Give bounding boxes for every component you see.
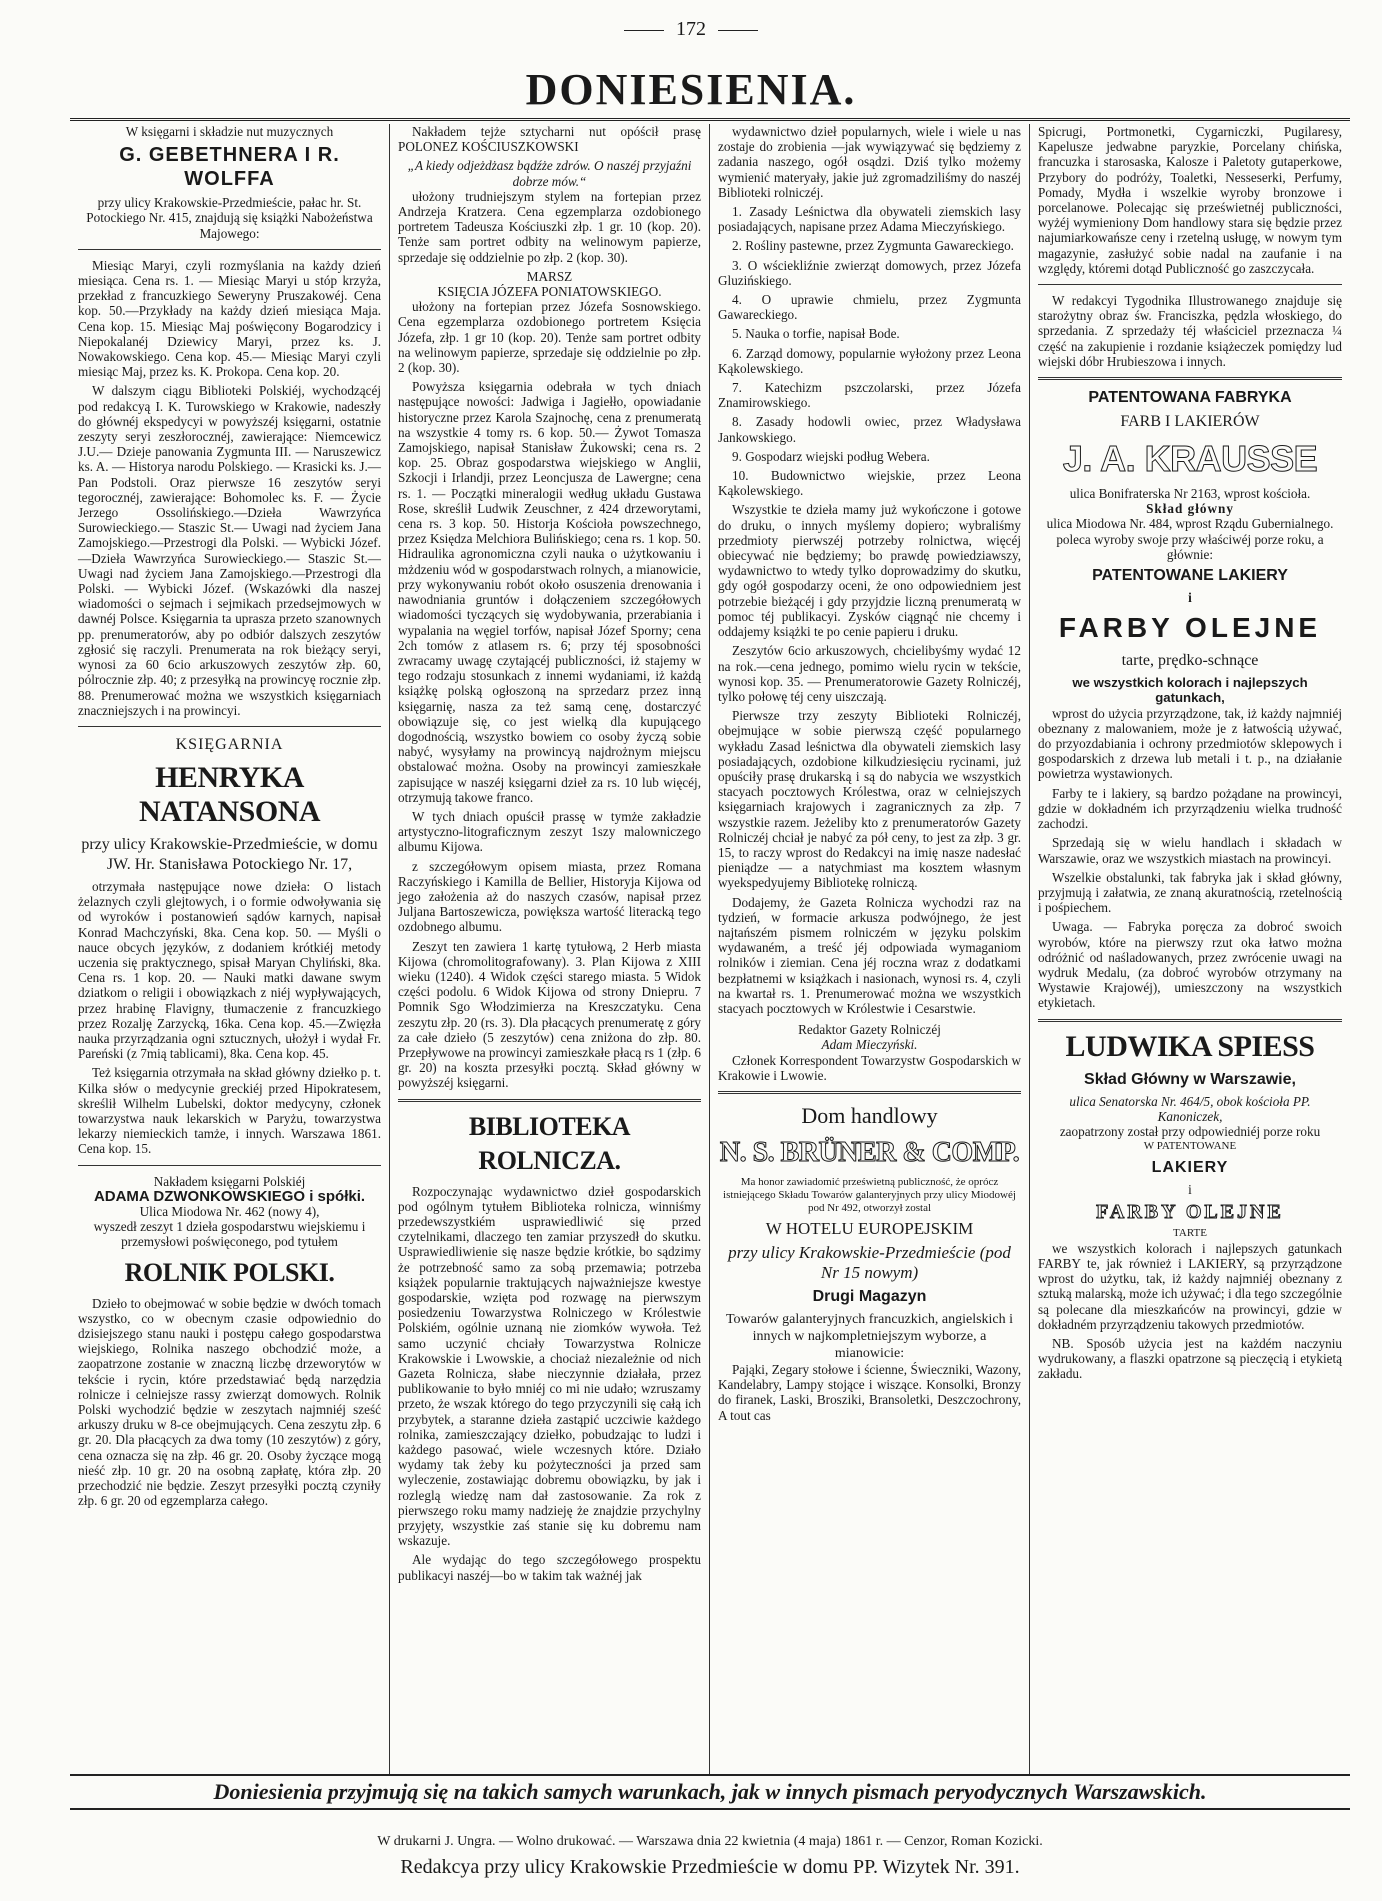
rolnik-text: Dzieło to obejmować w sobie będzie w dwóch tomach wszystko, co w obecnym czasie odpowiednio do dzisiejszego stanu nauki i postępu całego gospodarstwa wiejskiego, Rolnika naszego obchodzić może, a zaopatrzone zostanie w znaczną liczbę drzeworytów w tekście i rycin, które przedstawiać będą narzędzia rolnicze i celniejsze rassy zwierząt domowych. Rolnik Polski wychodzić będzie w zeszytach najmniéj sześć arkuszy druku w 8-ce obejmujących. Cena zeszytu złp. 6 gr. 20. Dla płacących za dwa tomy (10 zeszytów) z góry, cena oznacza się na złp. 46 gr. 20. Osoby życzące mogą nieść złp. 10 gr. 20 na osobną zapłatę, która złp. 20 przechodzić nie będzie. Zeszyt przesyłki pocztą czyniły złp. 6 gr. 20 od egzemplarza całego. [78,1295,381,1509]
tarte-label: tarte, prędko-schnące [1121,652,1259,670]
list-item: 4. O uprawie chmielu, przez Zygmunta Gawareckiego. [718,292,1021,323]
spiess-text-1: we wszystkich kolorach i najlepszych gatunkach FARBY te, jak również i LAKIERY, są przyrządzone wprost do użytku, tak, iż każdy najmniéj obeznany z sztuką malarską, może ich używać; i dla tego szczególnie są polecane dla mieszkańców na prowincyi, gdzie w dokładném przyrządzeniu takowych przedmiotów. [1038,1240,1342,1332]
divider [718,1091,1021,1094]
krausse-address-2: ulica Miodowa Nr. 484, wprost Rządu Gubernialnego. [1046,516,1334,532]
column-2 [390,124,710,1774]
biblioteka-continued: wydawnictwo dzieł popularnych, wiele i wiele u nas zostaje do zrobienia —jak wywiązywać się będziemy z zadania naszego, ogół osądzi. Dziś tylko możemy wymienić materyały, jakie już zgromadziliśmy do naszéj Biblioteki rolniczéj. [718,124,1021,200]
bruner-goods: Towarów galanteryjnych francuzkich, angielskich i innych w najkompletniejszym wyborze, a mianowicie: [725,1311,1014,1361]
column-1 [70,124,390,1774]
marsz-title: KSIĘCIA JÓZEFA PONIATOWSKIEGO. [437,284,662,300]
fabryka-subtitle: FARB I LAKIERÓW [1120,413,1260,431]
biblioteka-title: BIBLIOTEKA ROLNICZA. [468,1111,631,1175]
gebethner-firm: G. GEBETHNERA I R. WOLFFA [119,144,340,191]
list-item: 2. Rośliny pastewne, przez Zygmunta Gawareckiego. [732,238,1014,254]
biblioteka-text-5: Pierwsze trzy zeszyty Biblioteki Rolniczéj, obejmujące w sobie pierwszą część popularnego wykładu Zasad leśnictwa dla obywateli ziemskich lasy posiadających, ozdobione kilkudziesięciu rycinami, już opuściły prasę drukarską i są do nabycia we wszystkich stacyach pocztowych Królestwa, oraz w celniejszych księgarniach krajowych i zagranicznych za złp. 7 wszystkie razem. Jeżeliby kto z prenumeratorów Gazety Rolniczéj chciał je nabyć za pół ceny, to jest za złp. 3 gr. 15, to raczy wprost do Redakcyi na imię nasze nadesłać pieniądze — a natychmiast ma kosztem własnym wyekspedyujemy Bibliotekę rolniczą. [718,708,1021,891]
natanson-text-2: Też księgarnia otrzymała na skład główny dziełko p. t. Kilka słów o medycynie greckiéj przed Hipokratesem, skreślił Wilhelm Lubelski, doktor medycyny, członek towarzystwa nauk lekarskich w Paryżu, towarzystwa lekarzy niemieckich tamże, i innych. Warszawa 1861. Cena kop. 15. [78,1065,381,1157]
list-item: 1. Zasady Leśnictwa dla obywateli ziemskich lasy posiadających, napisane przez Adama Mieczyńskiego. [718,204,1021,235]
krausse-text-3: Sprzedają się w wielu handlach i składach w Warszawie, oraz we wszystkich miastach na prowincyi. [1038,835,1342,866]
spiess-firm: LUDWIKA SPIESS [1065,1029,1315,1063]
rolnik-title: ROLNIK POLSKI. [124,1257,335,1287]
list-item: 9. Gospodarz wiejski podług Webera. [732,448,930,464]
hotel-label: W HOTELU EUROPEJSKIM [765,1218,974,1238]
signature-title: Członek Korrespondent Towarzystw Gospodarskich w Krakowie i Lwowie. [718,1052,1021,1083]
krausse-firm: J. A. KRAUSSE [1062,438,1318,480]
column-4 [1030,124,1350,1774]
natanson-text-1: otrzymała następujące nowe dzieła: O listach żelaznych czyli glejtowych, i o formie odwoływania się od wyroków i postanowień sądów karnych, napisał Konrad Machczyński, 8ka. Cena kop. 50. — Myśli o nauce obcych języków, z dodaniem krótkiéj metody uczenia się praktycznego, spisał Maryan Chyliński, 8ka. Cena rs. 1 kop. 20. — Nauki matki dawane swym dziatkom o religii i obowiązkach z niéj wypływających, przez hrabinę Flavigny, tłumaczenie z francuzkiego przez Rozalję Zarzycką, 16ka. Cena kop. 45.—Zwięzła nauka przyrządzania ogni sztucznych, ułożył i wydał Fr. Pareński (z 7mią tablicami), 8ka. Cena kop. 45. [78,878,381,1062]
gebethner-address: przy ulicy Krakowskie-Przedmieście, pałac hr. St. Potockiego Nr. 415, znajdują się książki Nabożeństwa Majowego: [86,195,373,241]
biblioteka-text: Rozpoczynając wydawnictwo dzieł gospodarskich pod ogólnym tytułem Biblioteka rolnicza, winniśmy przedewszystkiém usprawiedliwić się przed czytelnikami, dlaczego ten zamiar przyszedł do skutku. Usprawiedliwienie się nasze będzie krótkie, bo sądzimy że potrzebność samo za sobą przemawia; potrzeba książek popularnie traktujących najważniejsze kwestye gospodarskie, wzięta pod rozwagę na pierwszym posiedzeniu Towarzystwa Rolniczego w Królestwie Polskiém, ogólnie uznaną nie ziomków wywoła. Też samo uczynić chciały Towarzystwa Rolnicze Krakowskie i Lwowskie, a chociaż niezależnie od nich Gazeta Rolnicza, słabe nieczynnie działała, przez publikowanie to było mniéj co mi nie udało; wzruszamy przeto, że wszak którego do tego przyczynili się całą ich przybytek, a staranne dzieła zastąpić uczciwie każdego rolnika, zamieszczający dziełko, pobudzając to ludzi i każdego pasować, wiele wczesnych które. Działo wydamy tak żeby ku pożyteczności ja przed sam wyleczenie, zostawiając dobremu obowiązku, by jak i rozleglą wiedzę nam dał zastosowanie. Za rok z pierwszego roku mamy nadzieję że znajdzie przychylny przyjęty, wszystkie zaś stanie się ku dobremu nam wskazuje. [398,1183,701,1549]
dzwonkowski-address: Ulica Miodowa Nr. 462 (nowy 4), [139,1203,320,1219]
list-item: 5. Nauka o torfie, napisał Bode. [732,326,900,342]
gebethner-intro: W księgarni i składzie nut muzycznych [125,124,334,139]
printer-imprint: W drukarni J. Ungra. — Wolno drukować. — Warszawa dnia 22 kwietnia (4 maja) 1861 r. — Cenzor, Roman Kozicki. [377,1834,1043,1849]
drugi-magazyn: Drugi Magazyn [812,1287,927,1305]
bruner-street: przy ulicy Krakowskie-Przedmieście (pod Nr 15 nowym) [728,1242,1011,1282]
krausse-poleca: poleca wyroby swoje przy właściwéj porze roku, a głównie: [1056,531,1324,562]
list-item: 7. Katechizm pszczolarski, przez Józefa Znamirowskiego. [718,380,1021,411]
bruner-items: Pająki, Zegary stołowe i ścienne, Świeczniki, Wazony, Kandelabry, Lampy stojące i wiszące. Konsolki, Bronzy do firanek, Laski, Brosziki, Bransoletki, Deszczochrony, A tout cas [718,1361,1021,1423]
conjunction: i [1188,590,1192,606]
spiess-address: ulica Senatorska Nr. 464/5, obok kościoła PP. Kanoniczek, [1069,1093,1311,1124]
krausse-text-2: Farby te i lakiery, są bardzo pożądane na prowincyi, gdzie w dokładném ich przyrządzeniu wielka trudność zachodzi. [1038,785,1342,832]
natanson-name: HENRYKA NATANSONA [138,760,321,828]
biblioteka-text-6: Dodajemy, że Gazeta Rolnicza wychodzi raz na tydzień, w formacie arkusza podwójnego, że jest najtańszém pismem rolniczém w języku polskim wydawaném, a treść jéj odpowiada wymaganiom rolników i ziemian. Cena jéj roczna wraz z dodatkami bezpłatnemi w książkach i nasionach, wynosi rs. 4, czyli na kwartał rs. 1. Prenumerować można we wszystkich stacyach pocztowych w Królestwie i Cesarstwie. [718,894,1021,1016]
divider [398,1099,701,1102]
lakiery-label: LAKIERY [1151,1159,1229,1177]
album-intro: W tych dniach opuścił prassę w tymże zakładzie artystyczno-litograficznym zeszyt 1szy malowniczego albumu Kijowa. [398,808,701,855]
bruner-notice: Ma honor zawiadomić prześwietną publiczność, że oprócz istniejącego Składu Towarów galanteryjnych przy ulicy Miodowéj pod Nr 492, otworzył zostal [723,1175,1016,1214]
divider [78,249,381,250]
biblioteka-list [718,204,1021,498]
columns [70,124,1350,1774]
list-item: 10. Budownictwo wiejskie, przez Leona Kąkolewskiego. [718,468,1021,499]
divider [1038,377,1342,380]
album-text: z szczegółowym opisem miasta, przez Romana Raczyńskiego i Kamilla de Bellier, Historyja Kijowa od jego założenia aż do naszych czasów, napisał przez Juljana Bartoszewicza, powiększa wartość literacką tego ozdobnego albumu. [398,858,701,935]
marsz-text: ułożony na fortepian przez Józefa Sosnowskiego. Cena egzemplarza ozdobionego portretem Księcia Józefa, złp. 1 gr 10 (kop. 20). Tenże sam portret odbity na welinowym papierze, sprzedaje się oddzielnie po złp. 2 (kop. 30). [398,299,701,376]
natanson-label: KSIĘGARNIA [175,735,284,753]
biblioteka-text-4: Zeszytów 6cio arkuszowych, chcielibyśmy wydać 12 na rok.—cena jednego, pomimo wielu rycin w tekście, wynosi kop. 35. — Prenumeratorowie Gazety Rolniczéj, tylko połowę téj ceny uiszczają. [718,643,1021,704]
patentowane-label: W PATENTOWANE [1143,1140,1237,1153]
farby-olejne-2: FARBY OLEJNE [1096,1200,1284,1223]
dom-handlowy: Dom handlowy [801,1102,938,1128]
gebethner-text-1: Miesiąc Maryi, czyli rozmyślania na każdy dzień miesiąca. Cena rs. 1. — Miesiąc Maryi u stóp krzyża, przekład z francuzkiego Seweryny Pruszakowéj. Cena kop. 50.—Przykłady na każdy dzień miesiąca Maja. Cena kop. 15. Miesiąc Maj poświęcony Bogarodzicy i Niepokalanéj Dziewicy Maryi, przez ks. J. Nowakowskiego. Cena kop. 45.— Miesiąc Maryi czyli miesiąc Maj, przez ks. K. Prokopa. Cena kop. 20. [78,257,381,380]
page-number: 172 [0,18,1382,41]
list-item: 8. Zasady hodowli owiec, przez Władysława Jankowskiego. [718,414,1021,445]
dzwonkowski-name: ADAMA DZWONKOWSKIEGO i spółki. [93,1187,366,1205]
bruner-items-continued: Spicrugi, Portmonetki, Cygarniczki, Pugilaresy, Kapelusze jedwabne paryzkie, Porcelany chińska, francuzka i starosaska, Kalosze i Paletoty gutaperkowe, Przybory do podróży, Toaletki, Nesseserki, Perfumy, Pomady, Mydła i wszelkie wyroby bronzowe i porcelanowe. Polecając się prześwietnéj publiczności, wyżéj wymieniony Dom handlowy stara się będzie przez najumiarkowańsze ceny i rzetelną usługę, w nowym tym magazynie, zasłużyć sobie nadal na zaufanie i na względy, któremi dotąd Publiczność go zaszczycała. [1038,124,1342,276]
spiess-subtitle: Skład Główny w Warszawie, [1084,1070,1296,1088]
title-rule [70,118,1350,121]
sklad-glowny: Skład główny [1146,501,1234,517]
farby-olejne: FARBY OLEJNE [1058,612,1322,644]
polonez-verse: „A kiedy odjeżdżasz bądźże zdrów. O naszéj przyjaźni dobrze mów.“ [407,158,692,189]
tygodnik-notice: W redakcyi Tygodnika Illustrowanego znajduje się starożytny obraz św. Franciszka, pędzla włoskiego, do sprzedania. Z sprzedaży téj właściciel przeznacza ¼ część na zakupienie i rozdanie książeczek pomiędzy lud wiejski dóbr Hrubieszowa i innych. [1038,293,1342,369]
list-item: 6. Zarząd domowy, popularnie wyłożony przez Leona Kąkolewskiego. [718,345,1021,376]
gebethner-text-2: W dalszym ciągu Biblioteki Polskiéj, wychodzącéj pod redakcyą I. K. Turowskiego w Krakowie, nadeszły do głównéj ekspedycyi w powyższéj księgarni, ostatnie zeszyty seryi zeszłorocznéj, zawierające: Niemcewicz J.U.— Dzieje panowania Zygmunta III. — Naruszewicz ks. A. — Historya narodu Polskiego. — Krasicki ks. J.—Pan Podstoli. Oraz pierwsze 16 zeszytów seryi tegorocznéj, zawierające: Bohomolec ks. F. — Życie Jerzego Ossolińskiego.—Dzieła Wawrzyńca Surowieckiego.— Staszic St.— Uwagi nad życiem Jana Zamojskiego.—Przestrogi dla Polski. — Wybicki Józef.—Dzieła Wawrzyńca Surowieckiego.— Staszic St.— Uwagi nad życiem Jana Zamojskiego.—Przestrogi dla Polski. — Wybicki Józef. (Wskazówki dla naszej wiadomości o sejmach i sejmikach przedsejmowych w dawnéj Polsce. Księgarnia ta uprasza przeto szanownych pp. prenumeratorów, aby po odbiór dalszych zeszytów zgłosić się raczyli. Prenumerata na rok bieżący seryi, wynosi za 60 6cio arkuszowych zeszytów złp. 60, pólrocznie złp. 40; z przesyłką na prowincyę rocznie złp. 88. Prenumerować można we wszystkich księgarniach znaczniejszych i na prowincyi. [78,383,381,718]
bruner-firm: N. S. BRÜNER & COMP. [719,1136,1020,1168]
dzwonkowski-intro: Nakładem księgarni Polskiéj [153,1173,306,1189]
editorial-address: Redakcya przy ulicy Krakowskie Przedmieście w domu PP. Wizytek Nr. 391. [400,1856,1020,1878]
marsz-label: MARSZ [526,268,573,284]
patentowane-lakiery: PATENTOWANE LAKIERY [1092,567,1288,585]
album-contents: Zeszyt ten zawiera 1 kartę tytułową, 2 Herb miasta Kijowa (chromolitografowany). 3. Plan Kijowa z XIII wieku (1240). 4 Widok części starego miasta. 5 Widok części podolu. 6 Widok Kijowa od strony Dniepru. 7 Pomnik Sgo Włodzimierza na Kreszczatyku. Cena zeszytu złp. 20 (rs. 3). Dla płacących prenumeratę z góry za całe dzieło (5 zeszytów) cena zniżona do złp. 80. Przepływowe na prowincyi zamieszkałe płacą rs 1 (złp. 6 gr. 20) na koszta przesyłki pocztą. Skład główny w powyższéj księgarni. [398,938,701,1091]
natanson-address: przy ulicy Krakowskie-Przedmieście, w domu JW. Hr. Stanisława Potockiego Nr. 17, [81,835,378,873]
spiess-text-2: NB. Sposób użycia jest na każdém naczyniu wydrukowany, a flaszki opatrzone są pieczęcią i etykietą zakładu. [1038,1335,1342,1382]
krausse-address-1: ulica Bonifraterska Nr 2163, wprost kościoła. [1069,486,1311,502]
page-title: DONIESIENIA. [525,65,857,114]
kolorach-label: we wszystkich kolorach i najlepszych gatunkach, [1072,675,1308,706]
polonez-text: ułożony trudniejszym stylem na fortepian przez Andrzeja Kratzera. Cena egzemplarza ozdobionego portretem Tadeusza Kościuszki złp. 1 gr. 10 (kop. 20). Tenże sam portret odbity na welinowym papierze, sprzedaje się oddzielnie po złp. 2 (kop. 30). [398,188,701,265]
biblioteka-text-2: Ale wydając do tego szczegółowego prospektu publikacyi naszéj—bo w takim tak ważnéj jak [398,1552,701,1583]
signature-role: Redaktor Gazety Rolniczéj [798,1022,941,1038]
column-3 [710,124,1030,1774]
tarte-label-2: TARTE [1173,1226,1207,1239]
divider [78,726,381,727]
conjunction: i [1188,1182,1192,1198]
list-item: 3. O wściekliźnie zwierząt domowych, przez Józefa Gluzińskiego. [718,257,1021,288]
divider [78,1165,381,1166]
krausse-text-5: Uwaga. — Fabryka poręcza za dobroć swoich wyrobów, które na pierwszy rzut oka łatwo można odróżnić od naśladowanych, przez zwrócenie uwagi na wydruk Medalu, (za dobroć wyrobów otrzymany na Wystawie Krajowéj), umieszczony na wszystkich etykietach. [1038,919,1342,1011]
advertising-notice: Doniesienia przyjmują się na takich samych warunkach, jak w innych pismach peryodycznych Warszawskich. [70,1774,1350,1810]
dzwonkowski-text: wyszedł zeszyt 1 dzieła gospodarstwu wiejskiemu i przemysłowi poświęconego, pod tytułem [93,1219,366,1250]
fabryka-label: PATENTOWANA FABRYKA [1088,389,1292,407]
biblioteka-text-3: Wszystkie te dzieła mamy już wykończone i gotowe do druku, o innych myślemy dopiero; wybraliśmy przedmioty pierwszéj potrzeby rolnictwa, więcéj obiecywać nie będziemy; bo prawdę powiedziawszy, wydawnictwo to wtedy tylko doprowadzimy do skutku, gdy ogół gospodarzy oceni, że ono odpowiedniem jest potrzebie bieżącéj i gdy przyjdzie liczną prenumeratą w pomoc téj publikacyi. Zysków ciągnąć nie chcemy i oddajemy książki te po cenie papieru i druku. [718,502,1021,640]
nowosci-text: Powyższa księgarnia odebrała w tych dniach następujące nowości: Jadwiga i Jagiełło, opowiadanie historyczne przez Karola Szajnochę, cena z prenumeratą na wszystkie 4 tomy rs. 6 kop. 50.— Żywot Tomasza Zamojskiego, napisał Stanisław Żukowski; cena rs. 2 kop. 25. Obraz gospodarstwa wiejskiego w Anglii, Szkocji i Irlandji, przez Leoncjusza de Lawergne; cena rs. 1. — Początki mineralogii według układu Gustawa Rose, skreślił Ludwik Zeuschner, z 424 drzeworytami, cena rs. 3 kop. 50. Historja Kościoła powszechnego, przez Księdza Melchiora Bulińskiego; cena rs. 1 kop. 50. Hidraulika agronomiczna czyli nauka o użytkowaniu i mżdzeniu wód w gospodarstwach rolnych, a mianowicie, przy wykonywaniu robót około osuszenia drenowania i nawodniania gruntów i dołączeniem szczegółowych wiadomości tyczących się wydobywania, przerabiania i wypalania na węgiel torfów, napisał Józef Sporny; cena 2ch tomów z atlasem rs. 6; przy téj sposobności zwracamy uwagę czytającéj publiczności, iż stajemy w tego rodzaju stosunkach z innemi wydaniami, iż każdą książkę polską ogłoszoną na sprzedarz przez inną księgarnię, nasza za też samą cenę, dostarczyć obowiązuje się, co jest wielką dla kupującego dogodnością, wszystko bowiem co osoby życzą sobie nabyć, wysyłamy na prowincyą najdrożnym miejscu obstalować można. Osoby na prowincyi zamieszkałe zapisujące w naszéj księgarni dzieł za rs. 10 lub więcéj, otrzymują takowe franco. [398,379,701,805]
krausse-text-1: wprost do użycia przyrządzone, tak, iż każdy najmniéj obeznany z malowaniem, może je z łatwością używać, do przyozdabiania i ochrony przedmiotów sklepowych i gospodarskich z drzewa lub metali i t. p., na działanie powietrza wystawionych. [1038,705,1342,782]
divider [1038,284,1342,285]
signature-name: Adam Mieczyński. [821,1037,918,1053]
polonez-intro: Nakładem tejże sztycharni nut opóścił prasę POLONEZ KOŚCIUSZKOWSKI [398,124,701,155]
krausse-text-4: Wszelkie obstalunki, tak fabryka jak i skład główny, przyjmują i załatwia, ze znaną akuratnością, rzetelnością i pośpiechem. [1038,869,1342,916]
divider [1038,1019,1342,1022]
spiess-text: zaopatrzony został przy odpowiedniéj porze roku [1059,1123,1321,1139]
